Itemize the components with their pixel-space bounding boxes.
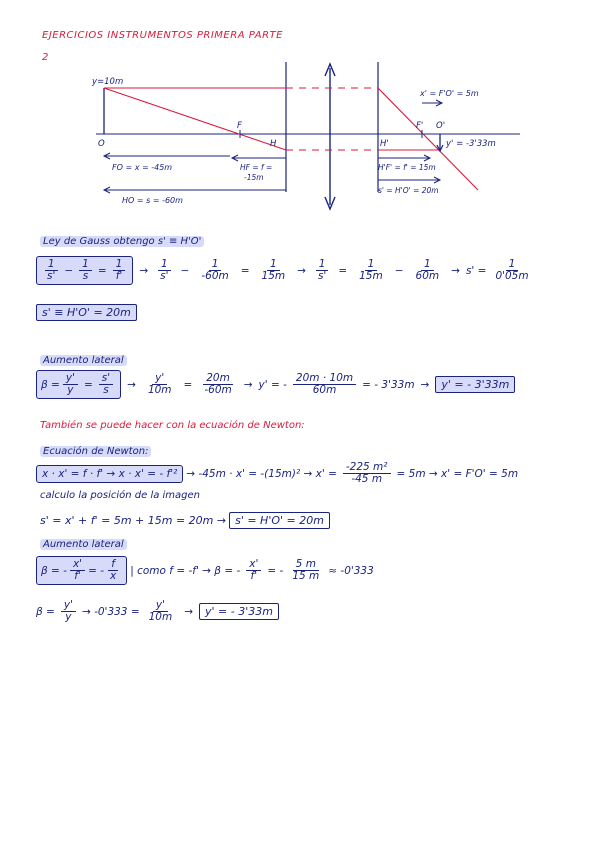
principal-point-image-label: H' [380, 139, 389, 149]
x-prime-label: x' = F'O' = 5m [420, 89, 479, 98]
lateral2-heading [40, 539, 127, 550]
focal-point-label: F [237, 121, 242, 131]
lateral1-formula-box: β = $\frac{y'}{y}$ = $\frac{s'}{s}$ [36, 370, 121, 399]
gauss-heading [40, 236, 204, 247]
ho-distance-label: HO = s = -60m [122, 196, 183, 205]
page-title: EJERCICIOS INSTRUMENTOS PRIMERA PARTE [42, 30, 283, 41]
newton-formula-box: x · x' = f · f' → x · x' = - f'² [36, 465, 183, 483]
gauss-result [36, 306, 137, 319]
image-point-label: O' [436, 121, 446, 131]
object-height-label: y=10m [92, 77, 124, 87]
lateral1-heading [40, 355, 127, 366]
hf-distance-label: HF = f = [240, 163, 273, 172]
focal-point-image-label: F' [416, 121, 424, 131]
lateral1-row: β = $\frac{y'}{y}$ = $\frac{s'}{s}$ → $\frac{y'}{10m}$ = $\frac{20m}{-60m}$ → y' = - $\frac{20m \cdot 10m}{60m}$ = - 3'33m → y' = - 3'33m [36, 370, 515, 399]
lateral2-formula-box: β = - $\frac{x'}{f'}$ = - $\frac{f}{x}$ [36, 556, 127, 585]
newton-note: También se puede hacer con la ecuación de Newton: [40, 420, 305, 431]
newton-sprime-row: s' = x' + f' = 5m + 15m = 20m → s' = H'O' = 20m [40, 512, 330, 529]
lateral2-beta-row: β = $\frac{y'}{y}$ → -0'333 = $\frac{y'}{10m}$ → y' = - 3'33m [36, 600, 279, 623]
y-prime-label: y' = -3'33m [446, 139, 496, 149]
gauss-equation-row: $\frac{1}{s'}$ − $\frac{1}{s}$ = $\frac{1}{f'}$ → $\frac{1}{s'}$ − $\frac{1}{-60m}$ = $\frac{1}{15m}$ → $\frac{1}{s'}$ = $\frac{1}{15m}$ − $\frac{1}{60m}$ → s' = $\frac{1}{0'05m}$ [36, 256, 535, 285]
fo-distance-label: FO = x = -45m [112, 163, 173, 172]
s-prime-label: s' = H'O' = 20m [378, 186, 439, 195]
newton-heading-text: Ecuación de Newton: [40, 446, 151, 457]
problem-number: 2 [42, 52, 49, 63]
lateral1-result-box: y' = - 3'33m [435, 376, 515, 393]
gauss-formula-box: $\frac{1}{s'}$ − $\frac{1}{s}$ = $\frac{1}{f'}$ [36, 256, 133, 285]
optics-diagram [0, 0, 606, 220]
lateral2-heading-text: Aumento lateral [40, 539, 127, 550]
principal-point-label: H [270, 139, 277, 149]
lateral2-row: β = - $\frac{x'}{f'}$ = - $\frac{f}{x}$ | como f = -f' → β = - $\frac{x'}{f'}$ = - $\frac{5 m}{15 m}$ ≈ -0'333 [36, 556, 374, 585]
lateral2-result-box: y' = - 3'33m [199, 603, 279, 620]
hf-distance-value: -15m [244, 173, 264, 182]
newton-row: x · x' = f · f' → x · x' = - f'² → -45m · x' = -(15m)² → x' = $\frac{\text{-225 m²}}{-45 m}$ = 5m → x' = F'O' = 5m [36, 462, 518, 485]
lateral1-heading-text: Aumento lateral [40, 355, 127, 366]
origin-label: O [98, 139, 105, 149]
newton-sprime-result-box: s' = H'O' = 20m [229, 512, 330, 529]
gauss-heading-text: Ley de Gauss obtengo s' ≡ H'O' [40, 236, 204, 247]
newton-heading [40, 446, 151, 457]
gauss-result-box: s' ≡ H'O' = 20m [36, 304, 137, 321]
hf-prime-label: H'F' = f' = 15m [378, 163, 436, 172]
newton-calc-note: calculo la posición de la imagen [40, 490, 201, 501]
